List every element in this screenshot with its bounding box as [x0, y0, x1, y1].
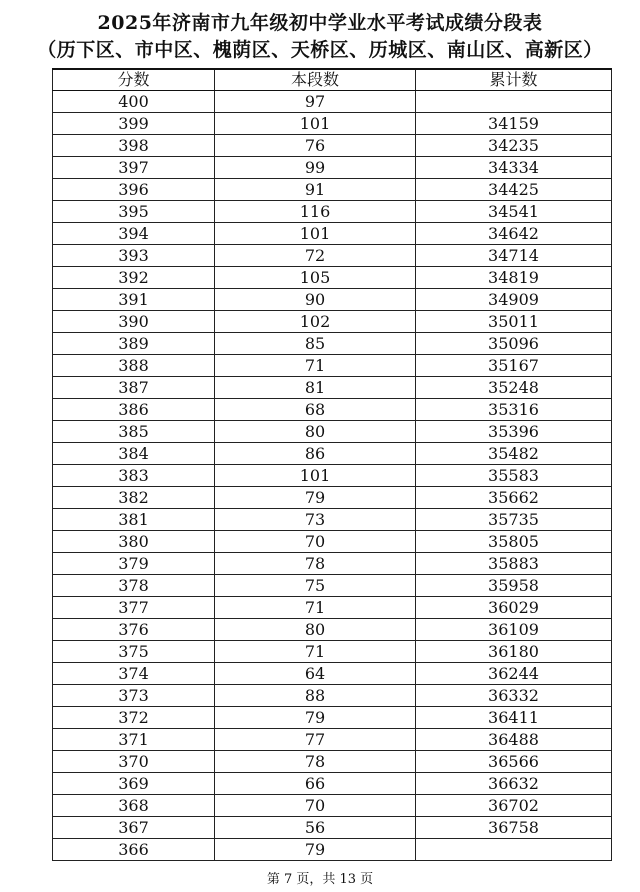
cell-score: 381 [53, 509, 215, 531]
cell-count: 91 [215, 179, 416, 201]
cell-score: 390 [53, 311, 215, 333]
cell-count: 97 [215, 91, 416, 113]
cell-score: 399 [53, 113, 215, 135]
table-row [53, 135, 612, 157]
cell-cumulative: 34819 [416, 267, 612, 289]
cell-score: 393 [53, 245, 215, 267]
cell-count: 71 [215, 355, 416, 377]
table-row [53, 465, 612, 487]
cell-score: 387 [53, 377, 215, 399]
cell-score: 366 [53, 839, 215, 861]
cell-count: 116 [215, 201, 416, 223]
cell-score: 383 [53, 465, 215, 487]
cell-cumulative: 35662 [416, 487, 612, 509]
column-header-cumulative: 累计数 [416, 69, 612, 91]
cell-count: 99 [215, 157, 416, 179]
cell-score: 367 [53, 817, 215, 839]
cell-score: 386 [53, 399, 215, 421]
cell-cumulative [416, 839, 612, 861]
table-row [53, 817, 612, 839]
cell-cumulative: 36566 [416, 751, 612, 773]
cell-count: 90 [215, 289, 416, 311]
cell-score: 394 [53, 223, 215, 245]
cell-score: 368 [53, 795, 215, 817]
table-row [53, 487, 612, 509]
cell-count: 77 [215, 729, 416, 751]
cell-count: 102 [215, 311, 416, 333]
cell-cumulative: 34541 [416, 201, 612, 223]
cell-cumulative: 35167 [416, 355, 612, 377]
cell-cumulative: 35316 [416, 399, 612, 421]
cell-score: 371 [53, 729, 215, 751]
cell-score: 391 [53, 289, 215, 311]
cell-count: 71 [215, 597, 416, 619]
cell-count: 101 [215, 223, 416, 245]
cell-score: 373 [53, 685, 215, 707]
cell-count: 64 [215, 663, 416, 685]
cell-count: 85 [215, 333, 416, 355]
cell-count: 70 [215, 531, 416, 553]
table-row [53, 201, 612, 223]
table-header-row [53, 69, 612, 91]
table-row [53, 597, 612, 619]
cell-cumulative: 35805 [416, 531, 612, 553]
cell-count: 73 [215, 509, 416, 531]
cell-cumulative: 36109 [416, 619, 612, 641]
table-row [53, 245, 612, 267]
table-row [53, 509, 612, 531]
table-row [53, 443, 612, 465]
cell-cumulative: 35396 [416, 421, 612, 443]
cell-count: 71 [215, 641, 416, 663]
cell-cumulative: 34714 [416, 245, 612, 267]
cell-count: 75 [215, 575, 416, 597]
page-title: 2025年济南市九年级初中学业水平考试成绩分段表 [97, 12, 543, 34]
cell-score: 396 [53, 179, 215, 201]
cell-count: 88 [215, 685, 416, 707]
cell-cumulative [416, 91, 612, 113]
cell-score: 389 [53, 333, 215, 355]
cell-count: 80 [215, 421, 416, 443]
cell-cumulative: 35482 [416, 443, 612, 465]
score-table [52, 68, 612, 861]
cell-score: 397 [53, 157, 215, 179]
table-row [53, 839, 612, 861]
score-table-body [53, 91, 612, 861]
cell-cumulative: 34909 [416, 289, 612, 311]
cell-count: 78 [215, 751, 416, 773]
cell-score: 385 [53, 421, 215, 443]
cell-count: 76 [215, 135, 416, 157]
table-row [53, 773, 612, 795]
table-row [53, 289, 612, 311]
table-row [53, 531, 612, 553]
table-row [53, 91, 612, 113]
cell-score: 370 [53, 751, 215, 773]
table-row [53, 179, 612, 201]
page-subtitle: （历下区、市中区、槐荫区、天桥区、历城区、南山区、高新区） [37, 39, 603, 61]
cell-cumulative: 34642 [416, 223, 612, 245]
cell-score: 395 [53, 201, 215, 223]
cell-count: 79 [215, 487, 416, 509]
table-row [53, 751, 612, 773]
cell-count: 80 [215, 619, 416, 641]
cell-cumulative: 36632 [416, 773, 612, 795]
cell-count: 68 [215, 399, 416, 421]
cell-score: 369 [53, 773, 215, 795]
cell-count: 101 [215, 113, 416, 135]
cell-count: 79 [215, 839, 416, 861]
cell-count: 66 [215, 773, 416, 795]
cell-score: 375 [53, 641, 215, 663]
cell-count: 79 [215, 707, 416, 729]
column-header-score: 分数 [53, 69, 215, 91]
cell-count: 72 [215, 245, 416, 267]
cell-count: 78 [215, 553, 416, 575]
cell-cumulative: 35883 [416, 553, 612, 575]
cell-count: 86 [215, 443, 416, 465]
table-row [53, 113, 612, 135]
cell-score: 378 [53, 575, 215, 597]
cell-cumulative: 36411 [416, 707, 612, 729]
table-row [53, 267, 612, 289]
table-row [53, 355, 612, 377]
cell-count: 101 [215, 465, 416, 487]
cell-score: 376 [53, 619, 215, 641]
table-row [53, 333, 612, 355]
cell-cumulative: 36488 [416, 729, 612, 751]
cell-cumulative: 36758 [416, 817, 612, 839]
cell-cumulative: 36702 [416, 795, 612, 817]
table-row [53, 575, 612, 597]
cell-count: 56 [215, 817, 416, 839]
cell-score: 392 [53, 267, 215, 289]
cell-cumulative: 35735 [416, 509, 612, 531]
cell-score: 382 [53, 487, 215, 509]
table-row [53, 399, 612, 421]
cell-cumulative: 35583 [416, 465, 612, 487]
cell-count: 81 [215, 377, 416, 399]
cell-score: 398 [53, 135, 215, 157]
cell-count: 70 [215, 795, 416, 817]
table-row [53, 795, 612, 817]
table-row [53, 663, 612, 685]
table-row [53, 311, 612, 333]
table-row [53, 619, 612, 641]
cell-cumulative: 34334 [416, 157, 612, 179]
cell-cumulative: 36244 [416, 663, 612, 685]
cell-cumulative: 34235 [416, 135, 612, 157]
table-row [53, 685, 612, 707]
table-row [53, 729, 612, 751]
cell-score: 379 [53, 553, 215, 575]
table-row [53, 707, 612, 729]
cell-score: 372 [53, 707, 215, 729]
table-row [53, 377, 612, 399]
page-footer: 第 7 页，共 13 页 [266, 872, 374, 887]
column-header-count: 本段数 [215, 69, 416, 91]
table-row [53, 157, 612, 179]
cell-cumulative: 35958 [416, 575, 612, 597]
cell-cumulative: 36029 [416, 597, 612, 619]
cell-cumulative: 34425 [416, 179, 612, 201]
cell-score: 380 [53, 531, 215, 553]
table-row [53, 223, 612, 245]
cell-score: 384 [53, 443, 215, 465]
cell-cumulative: 35011 [416, 311, 612, 333]
cell-score: 377 [53, 597, 215, 619]
cell-cumulative: 35096 [416, 333, 612, 355]
table-row [53, 553, 612, 575]
table-row [53, 641, 612, 663]
cell-cumulative: 34159 [416, 113, 612, 135]
cell-count: 105 [215, 267, 416, 289]
table-row [53, 421, 612, 443]
cell-cumulative: 36180 [416, 641, 612, 663]
cell-cumulative: 36332 [416, 685, 612, 707]
cell-score: 400 [53, 91, 215, 113]
cell-score: 374 [53, 663, 215, 685]
cell-cumulative: 35248 [416, 377, 612, 399]
cell-score: 388 [53, 355, 215, 377]
